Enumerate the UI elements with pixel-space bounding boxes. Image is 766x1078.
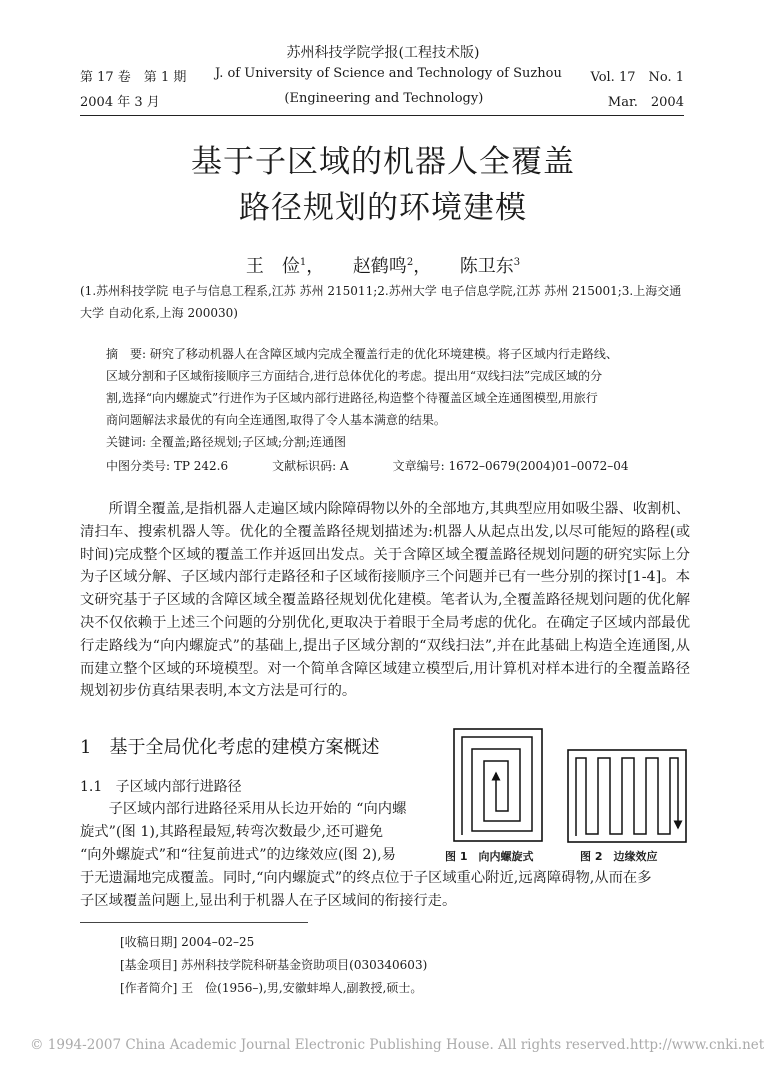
footnote-author-bio: [作者简介] 王 俭(1956–),男,安徽蚌埠人,副教授,硕士。 [120,981,423,995]
header-rule [80,115,684,116]
document-code: 文献标识码: A [272,459,349,473]
abstract [106,343,666,453]
journal-title-cn: 苏州科技学院学报(工程技术版) [286,45,480,61]
date-cn: 2004 年 3 月 [80,95,160,110]
subsection-number: 1.1 [80,779,103,795]
cnki-link[interactable]: http://www.cnki.net [629,1037,765,1053]
article-number: 文章编号: 1672–0679(2004)01–0072–04 [392,459,629,473]
copyright-footer [30,1037,765,1053]
body-line: 子区域覆盖问题上,显出利于机器人在子区域间的衔接行走。 [80,893,457,909]
figure-2-caption: 图 2 边缘效应 [580,850,658,863]
author-sup: 2 [406,257,414,268]
section-number: 1 [80,737,92,758]
abstract-line: 摘 要: 研究了移动机器人在含障区域内完成全覆盖行走的优化环境建模。将子区域内行走路线、 [106,347,618,361]
author-list: 王 俭$^1$， 赵鹤鸣$^2$， 陈卫东$^3$ [245,256,521,277]
body-line: 子区域内部行进路径采用从长边开始的 “向内螺 [80,801,407,817]
classification-row [106,457,673,474]
paper-title-line-2: 路径规划的环境建模 [239,190,527,226]
author-sup: 1 [299,257,307,268]
header-row-1 [80,66,684,85]
body-line: “向外螺旋式”和“往复前进式”的边缘效应(图 2),易 [80,847,396,863]
volume-en: Vol. 17 No. 1 [590,70,684,85]
abstract-line: 区域分割和子区域衔接顺序三方面结合,进行总体优化的考虑。提出用“双线扫法”完成区域的分 [106,369,603,383]
intro-paragraph: 所谓全覆盖,是指机器人走遍区域内除障碍物以外的全部地方,其典型应用如吸尘器、收割机、清扫车、搜索机器人等。优化的全覆盖路径规划描述为:机器人从起点出发,以尽可能短的路程(或时间)完成整个区域的覆盖工作并返回出发点。关于含障区域全覆盖路径规划问题的研究实际上分为子区域分解、子区域内部行走路径和子区域衔接顺序三个问题并已有一些分别的探讨[1-4]。本文研究基于子区域的含障区域全覆盖路径规划优化建模。笔者认为,全覆盖路径规划问题的优化解决不仅依赖于上述三个问题的分别优化,更取决于着眼于全局考虑的优化。在确定子区域内部最优行走路线为“向内螺旋式”的基础上,提出子区域分割的“双线扫法”,并在此基础上构造全连通图,从而建立整个区域的环境模型。对一个简单含障区域建立模型后,用计算机对样本进行的全覆盖路径规划初步仿真结果表明,本文方法是可行的。 [80,501,690,700]
subsection-title: 子区域内部行进路径 [115,779,242,795]
body-line: 于无遗漏地完成覆盖。同时,“向内螺旋式”的终点位于子区域重心附近,远离障碍物,从而在多 [80,870,652,886]
keywords: 关键词: 全覆盖;路径规划;子区域;分割;连通图 [106,435,347,449]
date-en: Mar. 2004 [607,95,684,110]
paper-title-line-1: 基于子区域的机器人全覆盖 [191,144,575,180]
author-sup: 3 [513,257,521,268]
subsection-heading [80,776,242,796]
abstract-line: 割,选择“向内螺旋式”行进作为子区域内部行进路径,构造整个待覆盖区域全连通图模型,用旅行 [106,391,598,405]
clc-number: 中图分类号: TP 242.6 [106,459,229,473]
footnote-funding: [基金项目] 苏州科技学院科研基金资助项目(030340603) [120,958,428,972]
author-name: 赵鹤鸣 [352,256,407,277]
figure-1-inward-spiral [452,727,544,845]
section-heading [80,733,379,759]
author-name: 陈卫东 [459,256,514,277]
abstract-line: 商问题解法求最优的有向全连通图,取得了令人基本满意的结果。 [106,413,446,427]
copyright-text: © 1994-2007 China Academic Journal Electronic Publishing House. All rights reserved. [30,1037,630,1053]
author-name: 王 俭 [245,256,300,277]
footnote-received-date: [收稿日期] 2004–02–25 [120,935,255,949]
affiliation: (1.苏州科技学院 电子与信息工程系,江苏 苏州 215011;2.苏州大学 电子信息学院,江苏 苏州 215001;3.上海交通大学 自动化系,上海 200030) [80,284,682,320]
body-line: 旋式”(图 1),其路程最短,转弯次数最少,还可避免 [80,824,384,840]
journal-subtitle-en: (Engineering and Technology) [284,91,484,106]
footnote-rule [80,922,308,923]
volume-cn: 第 17 卷 第 1 期 [80,70,187,85]
figure-1-caption: 图 1 向内螺旋式 [445,850,534,863]
section-title: 基于全局优化考虑的建模方案概述 [109,737,380,758]
header-row-2 [80,91,684,110]
figure-2-edge-effect [566,748,688,844]
journal-title-en: J. of University of Science and Technology of Suzhou [215,66,562,81]
